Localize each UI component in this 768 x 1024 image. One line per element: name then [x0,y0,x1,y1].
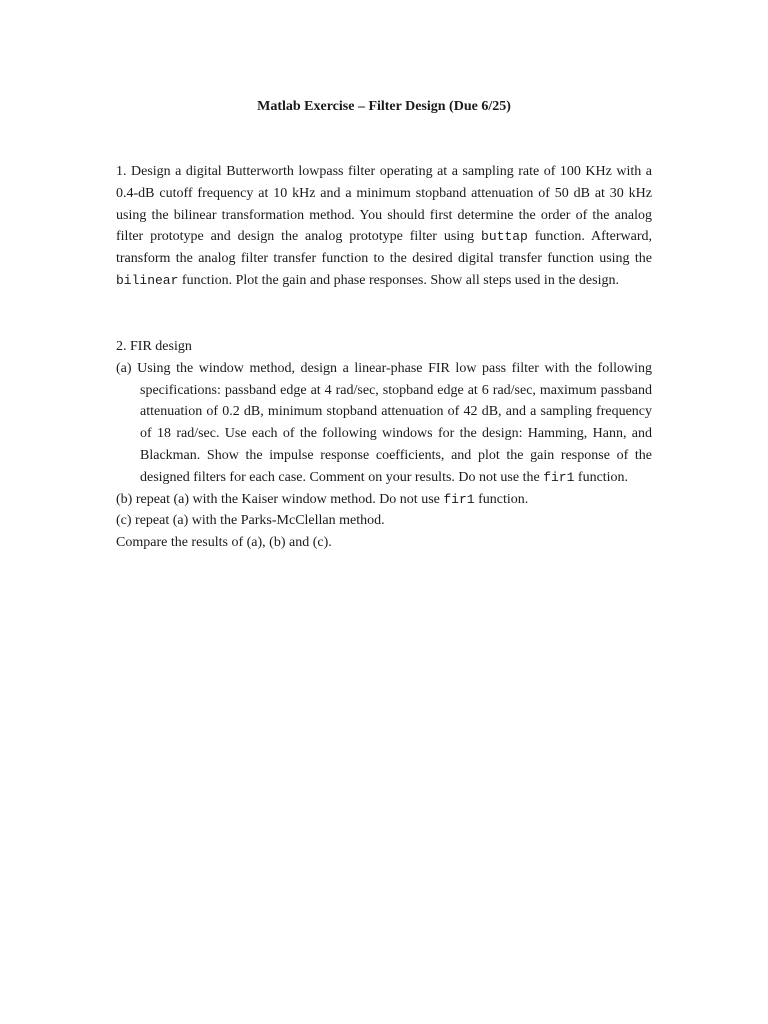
q1-text-c: function. Plot the gain and phase responses. Show all steps used in the design. [178,272,619,288]
q2-compare: Compare the results of (a), (b) and (c). [116,535,332,551]
code-buttap: buttap [481,229,528,245]
q2-part-c: (c) repeat (a) with the Parks-McClellan method. [116,513,385,529]
question-2 [116,336,652,554]
code-bilinear: bilinear [116,272,179,288]
code-fir1-a: fir1 [543,469,575,485]
q2-a-text: (a) Using the window method, design a linear-phase FIR low pass filter with the following specifications: passband edge at 4 rad/sec, stopband edge at 6 rad/sec, maximum passband attenuation of 0.2 dB, minimum stopband attenuation of 42 dB, and a sampling frequency of 18 rad/sec. Use each of the following windows for the design: Hamming, Hann, and Blackman. Show the impulse response coefficients, and plot the gain response of the designed filters for each case. Comment on your results. Do not use the [116,360,652,485]
q2-b-end: function. [474,491,529,507]
q1-text-b: function. Afterward, transform the analog filter transfer function to the desired digital transfer function using the [116,229,652,267]
code-fir1-b: fir1 [443,491,475,507]
q2-b-text: (b) repeat (a) with the Kaiser window method. Do not use [116,491,444,507]
document-title: Matlab Exercise – Filter Design (Due 6/25) [257,99,511,114]
question-1 [116,161,652,292]
q2-part-b [116,489,652,511]
q1-text-a: 1. Design a digital Butterworth lowpass filter operating at a sampling rate of 100 KHz with a 0.4-dB cutoff frequency at 10 kHz and a minimum stopband attenuation of 50 dB at 30 kHz using the bilinear transformation method. You should first determine the order of the analog filter prototype and design the analog prototype filter using [116,164,652,245]
q2-heading: 2. FIR design [116,339,192,354]
q2-part-a [116,358,652,489]
q2-a-end: function. [574,469,629,485]
